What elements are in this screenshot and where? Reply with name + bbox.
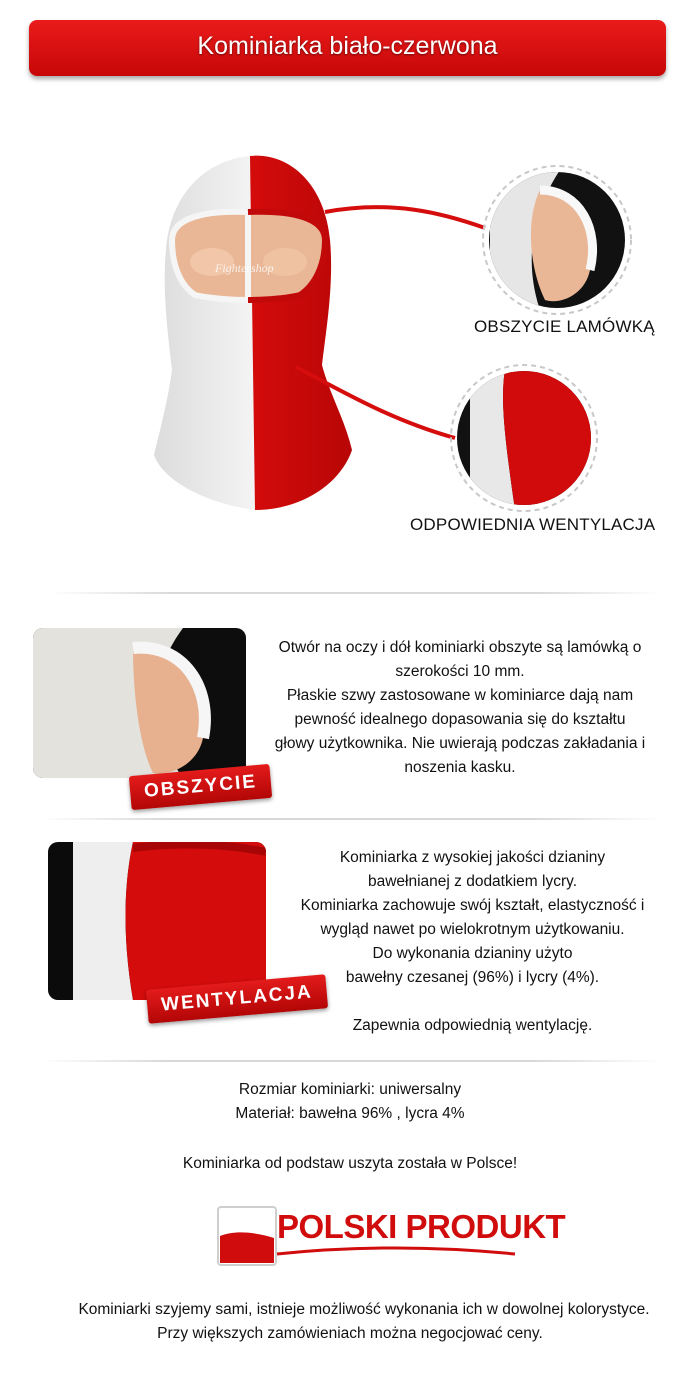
footer-line-1: Kominiarki szyjemy sami, istnieje możliwość wykonania ich w dowolnej kolorystyce.	[78, 1301, 650, 1318]
text-line	[265, 990, 680, 1014]
callout-trim-label: OBSZYCIE LAMÓWKĄ	[474, 317, 655, 336]
polski-produkt-logo	[215, 1200, 566, 1272]
badge-obszycie: OBSZYCIE	[129, 764, 273, 810]
feature-ventilation-description	[265, 846, 680, 1038]
divider	[50, 592, 660, 594]
divider	[40, 818, 660, 820]
text-line: noszenia kasku.	[404, 759, 516, 776]
size-spec: Rozmiar kominiarki: uniwersalny	[238, 1081, 462, 1098]
header-bar	[29, 20, 666, 76]
callout-ventilation-label: ODPOWIEDNIA WENTYLACJA	[410, 515, 656, 534]
trim-closeup-image	[33, 628, 246, 778]
hero-section	[0, 100, 700, 580]
text-line: Zapewnia odpowiednią wentylację.	[352, 1017, 593, 1034]
text-line: Do wykonania dzianiny użyto	[372, 945, 573, 962]
page-title: Kominiarka biało-czerwona	[197, 32, 498, 60]
text-line: głowy użytkownika. Nie uwierają podczas zakładania i	[274, 735, 646, 752]
footer-line-2: Przy większych zamówieniach można negocjować ceny.	[157, 1325, 543, 1342]
material-spec: Materiał: bawełna 96% , lycra 4%	[235, 1105, 465, 1122]
ventilation-closeup-image	[48, 842, 266, 1000]
balaclava-image	[154, 156, 352, 510]
divider	[40, 1060, 660, 1062]
text-line: szerokości 10 mm.	[395, 663, 525, 680]
polski-produkt-text: POLSKI PRODUKT	[277, 1208, 566, 1245]
arrow-1	[325, 207, 485, 228]
text-line: Kominiarka z wysokiej jakości dzianiny	[339, 849, 606, 866]
ventilation-detail-circle	[451, 365, 600, 511]
text-line: Płaskie szwy zastosowane w kominiarce dają nam	[286, 687, 634, 704]
trim-detail-circle	[483, 166, 635, 314]
made-in-poland-text: Kominiarka od podstaw uszyta została w Polsce!	[182, 1155, 518, 1172]
text-line: bawełnianej z dodatkiem lycry.	[367, 873, 578, 890]
feature-trim-description	[255, 636, 665, 780]
text-line: wygląd nawet po wielokrotnym użytkowaniu.	[320, 921, 625, 938]
hero-illustration	[0, 100, 700, 580]
text-line: pewność idealnego dopasowania się do kształtu	[294, 711, 626, 728]
text-line: Kominiarka zachowuje swój kształt, elastyczność i	[300, 897, 645, 914]
text-line: bawełny czesanej (96%) i lycry (4%).	[345, 969, 600, 986]
text-line: Otwór na oczy i dół kominiarki obszyte są lamówką o	[278, 639, 642, 656]
watermark-text: Fightershop	[215, 261, 274, 275]
badge-wentylacja: WENTYLACJA	[146, 974, 328, 1024]
